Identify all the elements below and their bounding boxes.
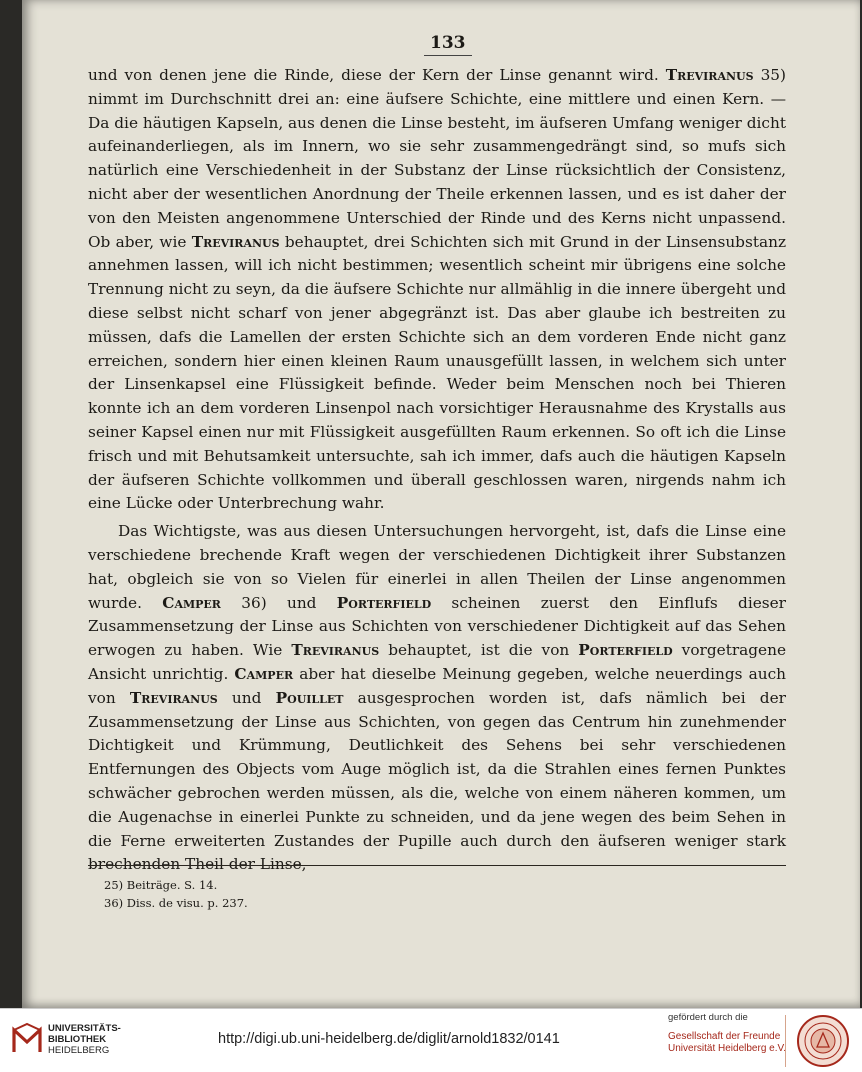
- footnote-36: 36) Diss. de visu. p. 237.: [104, 896, 248, 910]
- text-run: 36) und: [220, 593, 337, 612]
- sponsor-divider: [785, 1015, 786, 1067]
- body-text: [88, 64, 786, 877]
- text-run: 35) nimmt im Durchschnitt drei an: eine äufsere Schichte, eine mittlere und einen Kern. — Da die häutigen Kapseln, aus denen die Linse besteht, im äufseren Umfang weniger dicht aufeinanderliegen, als im Innern, wo sie sehr zusammengedrängt sind, so mufs sich natürlich eine Verschiedenheit in der Substanz der Linse rücksichtlich der Consistenz, nicht aber der wesentlichen Anordnung der Theile erkennen lassen, und es ist daher der von den Meisten angenommene Unterschied der Rinde und des Kerns nicht unpassend. Ob aber, wie: [88, 66, 787, 251]
- author-name: Camper: [234, 664, 294, 683]
- author-name: Pouillet: [275, 688, 344, 707]
- text-run: aber hat dieselbe Meinung gegeben, welche neuerdings auch von: [88, 664, 786, 707]
- sponsor-line1: Gesellschaft der Freunde: [668, 1031, 781, 1042]
- text-run: behauptet, ist die von: [379, 641, 579, 660]
- author-name: Treviranus: [129, 688, 218, 707]
- text-run: und: [217, 688, 276, 707]
- library-name-line3: HEIDELBERG: [48, 1045, 110, 1056]
- sponsor-intro: gefördert durch die: [668, 1012, 748, 1023]
- sponsor-name: [668, 1031, 786, 1055]
- library-name: [48, 1023, 121, 1056]
- page-number: 133: [424, 33, 472, 56]
- paragraph-1: [88, 64, 786, 516]
- footnotes: [104, 876, 248, 912]
- paragraph-2: [88, 520, 786, 877]
- library-name-line1: UNIVERSITÄTS-: [48, 1023, 121, 1034]
- text-run: behauptet, drei Schichten sich mit Grund in der Linsensubstanz annehmen lassen, will ich nicht bestimmen; wesentlich scheint mir übrigens eine solche Trennung nicht zu seyn, da die äufsere Schichte nur allmählig in die innere übergeht und diese selbst nicht scharf von jener abgegränzt ist. Das aber glaube ich bestreiten zu müssen, dafs die Lamellen der ersten Schichte sich an dem vorderen Ende nicht ganz erreichen, sondern hier einen kleinen Raum unausgefüllt lassen, in welchem sich unter der Linsenkapsel eine Flüssigkeit befinde. Weder beim Menschen noch bei Thieren konnte ich an dem vorderen Linsenpol nach vorsichtiger Herausnahme des Krystalls aus seiner Kapsel einen nur mit Flüssigkeit ausgefüllten Raum erkennen. So oft ich die Linse frisch und mit Behutsamkeit untersuchte, sah ich immer, dafs auch die häutigen Kapseln der äufseren Schichte vollkommen und überall geschlossen waren, nirgends nahm ich eine Lücke oder Unterbrechung wahr.: [88, 232, 787, 513]
- scanned-page: [22, 0, 860, 1008]
- university-seal-icon: [796, 1014, 850, 1068]
- author-name: Treviranus: [665, 66, 754, 84]
- text-run: und von denen jene die Rinde, diese der Kern der Linse genannt wird.: [88, 66, 666, 84]
- text-run: Das Wichtigste, was aus diesen Untersuchungen hervorgeht, ist, dafs die Linse eine verschiedene brechende Kraft wegen der verschiedenen Dichtigkeit ihrer Substanzen hat, obgleich sie von so Vielen für einerlei in allen Theilen der Linse angenommen wurde.: [88, 522, 786, 612]
- author-name: Treviranus: [291, 641, 380, 660]
- author-name: Treviranus: [191, 232, 280, 251]
- sponsor-line2: Universität Heidelberg e.V.: [668, 1043, 787, 1054]
- footnote-35: 25) Beiträge. S. 14.: [104, 878, 218, 892]
- text-run: scheinen zuerst den Einflufs dieser Zusammensetzung der Linse aus Schichten von verschiedener Dichtigkeit auf das Sehen erwogen zu haben. Wie: [88, 593, 786, 660]
- university-library-logo-icon: [10, 1022, 44, 1058]
- author-name: Camper: [162, 593, 221, 612]
- author-name: Porterfield: [336, 593, 432, 612]
- author-name: Porterfield: [578, 641, 673, 660]
- permalink-url[interactable]: http://digi.ub.uni-heidelberg.de/diglit/arnold1832/0141: [218, 1031, 560, 1047]
- library-name-line2: BIBLIOTHEK: [48, 1034, 107, 1045]
- text-run: vorgetragene Ansicht unrichtig.: [88, 641, 787, 683]
- library-footer: [0, 1008, 862, 1072]
- footnote-rule: [88, 865, 786, 866]
- text-run: ausgesprochen worden ist, dafs nämlich bei der Zusammensetzung der Linse aus Schichten, von gegen das Centrum hin zunehmender Dichtigkeit und Krümmung, Deutlichkeit des Sehens bei sehr verschiedenen Entfernungen des Objects vom Auge möglich ist, da die Strahlen eines fernen Punktes schwächer gebrochen werden müssen, als die, welche von einem näheren kommen, um die Augenachse in einerlei Punkte zu schneiden, und da jene wegen des beim Sehen in die Ferne erweiterten Zustandes der Pupille auch durch den äufseren weniger stark brechenden Theil der Linse,: [88, 688, 786, 874]
